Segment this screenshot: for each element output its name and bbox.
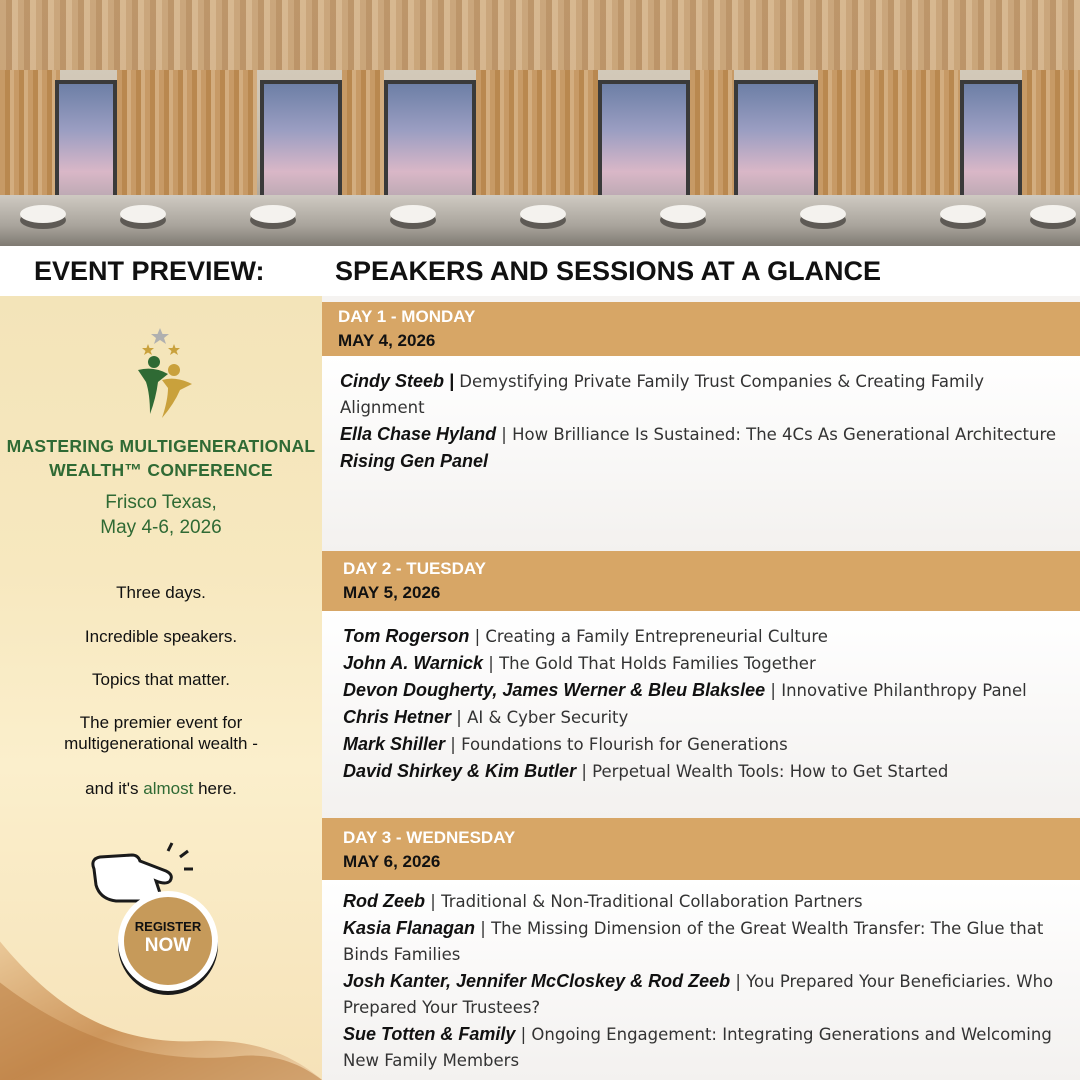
session-speaker: Josh Kanter, Jennifer McCloskey & Rod Zeeb	[343, 971, 731, 991]
tagline-premier-line1: The premier event for	[79, 713, 243, 732]
session-item	[343, 968, 1060, 1021]
day1-label: DAY 1 - MONDAY	[338, 307, 476, 326]
day2-label: DAY 2 - TUESDAY	[343, 559, 486, 578]
day3-date: MAY 6, 2026	[343, 852, 441, 871]
session-speaker: John A. Warnick	[343, 653, 484, 673]
banquet-table	[940, 205, 986, 223]
banquet-table	[1030, 205, 1076, 223]
conference-info-panel	[0, 296, 322, 1080]
session-item	[340, 421, 1060, 448]
tagline-premier-line2: multigenerational wealth -	[64, 734, 258, 753]
window	[55, 80, 117, 205]
session-speaker: Cindy Steeb |	[340, 371, 455, 391]
wall-panel	[690, 70, 734, 200]
session-topic: | How Brilliance Is Sustained: The 4Cs As Generational Architecture	[496, 425, 1057, 444]
session-topic: | You Prepared Your Beneficiaries. Who Prepared Your Trustees?	[343, 972, 1054, 1017]
banquet-table	[520, 205, 566, 223]
session-topic: | Creating a Family Entrepreneurial Culture	[469, 627, 828, 646]
session-topic: | Foundations to Flourish for Generations	[445, 735, 788, 754]
banquet-table	[120, 205, 166, 223]
session-item	[343, 1021, 1060, 1074]
session-item	[343, 704, 1060, 731]
conference-logo-icon	[128, 326, 198, 421]
session-topic: | The Missing Dimension of the Great Wealth Transfer: The Glue that Binds Families	[343, 919, 1044, 964]
session-item	[343, 650, 1060, 677]
day2-date: MAY 5, 2026	[343, 583, 441, 602]
window	[598, 80, 690, 205]
session-speaker: Rod Zeeb	[343, 891, 426, 911]
tagline-speakers: Incredible speakers.	[84, 627, 238, 646]
window	[384, 80, 476, 205]
session-speaker: David Shirkey & Kim Butler	[343, 761, 577, 781]
session-item	[340, 448, 1060, 475]
session-topic: | The Gold That Holds Families Together	[483, 654, 816, 673]
register-label: REGISTER	[134, 919, 202, 934]
session-speaker: Tom Rogerson	[343, 626, 470, 646]
session-topic: | AI & Cyber Security	[451, 708, 629, 727]
day1-date: MAY 4, 2026	[338, 331, 436, 350]
tagline-almost-here	[0, 778, 322, 799]
conference-title	[0, 434, 322, 482]
tagline-premier-event	[0, 712, 322, 754]
session-item	[343, 758, 1060, 785]
banquet-table	[20, 205, 66, 223]
tagline-topics: Topics that matter.	[92, 670, 230, 689]
day2-sessions	[322, 611, 1080, 818]
session-item	[343, 731, 1060, 758]
conference-title-line1: MASTERING MULTIGENERATIONAL	[6, 436, 316, 456]
window	[960, 80, 1022, 205]
session-speaker: Ella Chase Hyland	[340, 424, 497, 444]
day2-header	[322, 551, 1080, 611]
session-item	[343, 623, 1060, 650]
wall-panel	[342, 70, 384, 200]
register-now-label: NOW	[144, 935, 192, 956]
page-heading	[0, 246, 1080, 296]
heading-event-preview: EVENT PREVIEW:	[34, 256, 265, 286]
conference-title-line2: WEALTH™ CONFERENCE	[49, 460, 273, 480]
session-topic: | Innovative Philanthropy Panel	[765, 681, 1027, 700]
hero-ballroom-image	[0, 0, 1080, 246]
day3-sessions	[322, 880, 1080, 1080]
wall-panel	[476, 70, 598, 200]
window	[260, 80, 342, 205]
banquet-table	[800, 205, 846, 223]
session-speaker: Devon Dougherty, James Werner & Bleu Blakslee	[343, 680, 766, 700]
session-speaker: Rising Gen Panel	[340, 451, 489, 471]
session-item	[343, 915, 1060, 968]
tagline-almost-prefix: and it's	[85, 779, 139, 798]
session-speaker: Sue Totten & Family	[343, 1024, 516, 1044]
conference-location	[0, 490, 322, 540]
wall-panel	[0, 70, 60, 200]
ceiling-decor	[0, 0, 1080, 70]
session-speaker: Chris Hetner	[343, 707, 452, 727]
wall-panel	[117, 70, 257, 200]
session-topic: | Traditional & Non-Traditional Collaboration Partners	[425, 892, 863, 911]
session-item	[340, 368, 1060, 421]
wall-panel	[1022, 70, 1080, 200]
day1-sessions	[322, 356, 1080, 551]
window	[734, 80, 818, 205]
banquet-table	[660, 205, 706, 223]
session-item	[343, 677, 1060, 704]
banquet-table	[250, 205, 296, 223]
conference-city: Frisco Texas,	[105, 492, 217, 513]
session-speaker: Kasia Flanagan	[343, 918, 476, 938]
wall-panel	[818, 70, 960, 200]
session-speaker: Mark Shiller	[343, 734, 446, 754]
session-topic: | Ongoing Engagement: Integrating Generations and Welcoming New Family Members	[343, 1025, 1052, 1070]
tagline-almost-suffix: here.	[198, 779, 237, 798]
day3-header	[322, 818, 1080, 880]
session-topic: | Perpetual Wealth Tools: How to Get Started	[576, 762, 949, 781]
register-now-button[interactable]	[118, 891, 218, 991]
conference-dates: May 4-6, 2026	[100, 517, 222, 538]
banquet-table	[390, 205, 436, 223]
day1-header	[322, 302, 1080, 356]
tagline-three-days: Three days.	[116, 583, 206, 602]
tagline-almost-word: almost	[143, 779, 194, 798]
day3-label: DAY 3 - WEDNESDAY	[343, 828, 516, 847]
schedule-panel	[322, 296, 1080, 1080]
session-item	[343, 888, 1060, 915]
session-topic: Demystifying Private Family Trust Companies & Creating Family Alignment	[340, 372, 984, 417]
heading-speakers-sessions: SPEAKERS AND SESSIONS AT A GLANCE	[335, 256, 882, 286]
